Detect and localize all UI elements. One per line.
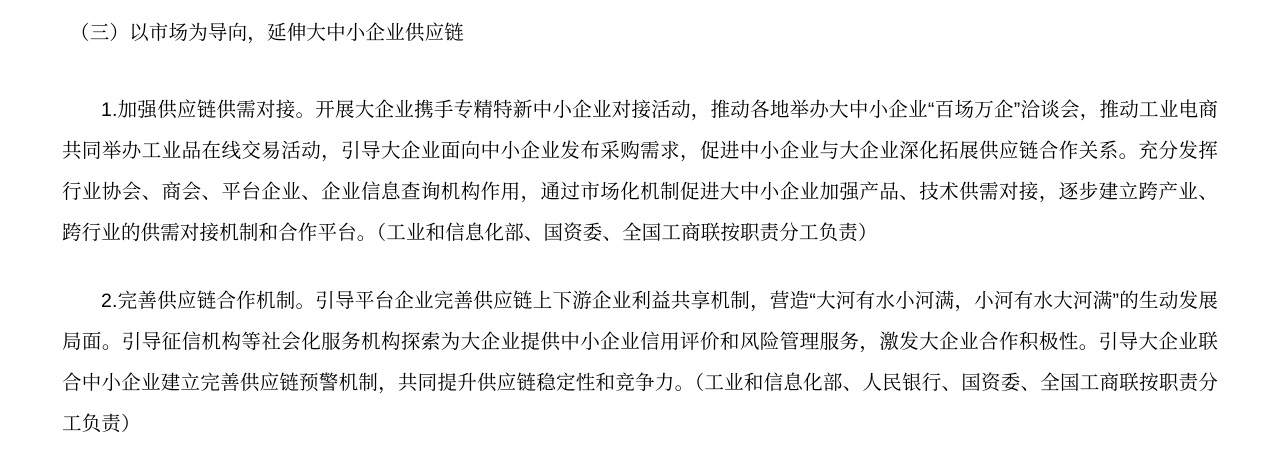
section-heading: （三）以市场为导向，延伸大中小企业供应链 <box>70 22 465 44</box>
paragraph-item-2: 2.完善供应链合作机制。引导平台企业完善供应链上下游企业利益共享机制，营造“大河有水小河满，小河有水大河满”的生动发展局面。引导征信机构等社会化服务机构探索为大企业提供中小企业信用评价和风险管理服务，激发大企业合作积极性。引导大企业联合中小企业建立完善供应链预警机制，共同提升供应链稳定性和竞争力。（工业和信息化部、人民银行、国资委、全国工商联按职责分工负责） <box>62 290 1218 435</box>
paragraph-item-1: 1.加强供应链供需对接。开展大企业携手专精特新中小企业对接活动，推动各地举办大中小企业“百场万企”洽谈会，推动工业电商共同举办工业品在线交易活动，引导大企业面向中小企业发布采购需求，促进中小企业与大企业深化拓展供应链合作关系。充分发挥行业协会、商会、平台企业、企业信息查询机构作用，通过市场化机制促进大中小企业加强产品、技术供需对接，逐步建立跨产业、跨行业的供需对接机制和合作平台。（工业和信息化部、国资委、全国工商联按职责分工负责） <box>62 99 1218 244</box>
